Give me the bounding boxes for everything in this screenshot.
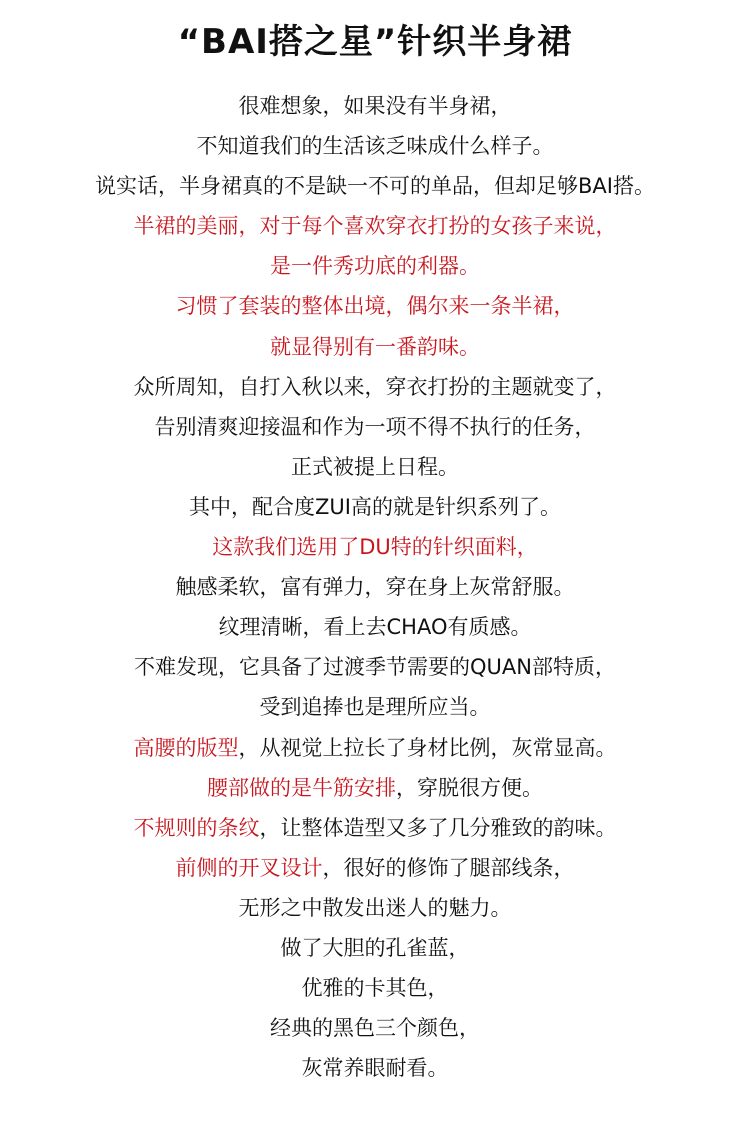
article-body [0,86,750,1088]
body-text: 不难发现，它具备了过渡季节需要的QUAN部特质， [134,655,616,680]
body-text: 受到追捧也是理所应当。 [259,695,491,720]
text-line [0,407,750,447]
text-line [0,487,750,527]
text-line [0,86,750,126]
text-line [0,687,750,727]
body-text: 其中，配合度ZUI高的就是针织系列了。 [189,494,561,519]
body-text: ，从视觉上拉长了身材比例，灰常显高。 [238,735,617,760]
highlight-text: 是一件秀功底的利器。 [270,254,480,279]
text-line [0,928,750,968]
body-text: 不知道我们的生活该乏味成什么样子。 [196,134,554,159]
text-line [0,126,750,166]
body-text: 很难想象，如果没有半身裙， [238,94,512,118]
body-text: 灰常养眼耐看。 [301,1056,449,1081]
page-title: “BAI搭之星”针织半身裙 [177,22,573,62]
text-line [0,848,750,888]
text-line [0,607,750,647]
text-line [0,647,750,687]
text-line [0,728,750,768]
text-line [0,768,750,808]
body-text: ，穿脱很方便。 [396,775,543,800]
highlight-text: 这款我们选用了DU特的针织面料， [212,535,538,560]
text-line [0,327,750,367]
body-text: ，让整体造型又多了几分雅致的韵味。 [259,815,617,840]
highlight-text: 前侧的开叉设计 [175,855,323,880]
body-text: 众所周知，自打入秋以来，穿衣打扮的主题就变了， [133,374,617,399]
text-line [0,808,750,848]
text-line [0,527,750,567]
text-line [0,447,750,487]
text-line [0,567,750,607]
text-line [0,286,750,326]
body-text: 纹理清晰，看上去CHAO有质感。 [218,615,532,640]
text-line [0,206,750,246]
body-text: 无形之中散发出迷人的魅力。 [238,895,512,920]
text-line [0,166,750,206]
highlight-text: 习惯了套装的整体出境，偶尔来一条半裙， [175,294,575,319]
text-line [0,246,750,286]
body-text: 经典的黑色三个颜色， [270,1016,480,1041]
highlight-text: 就显得别有一番韵味。 [270,334,480,359]
body-text: 告别清爽迎接温和作为一项不得不执行的任务， [154,414,596,439]
body-text: 优雅的卡其色， [301,976,449,1001]
text-line [0,367,750,407]
highlight-text: 腰部做的是牛筋安排 [207,775,396,800]
highlight-text: 高腰的版型 [133,735,239,760]
text-line [0,888,750,928]
text-line [0,1048,750,1088]
highlight-text: 半裙的美丽，对于每个喜欢穿衣打扮的女孩子来说， [133,214,617,239]
text-line [0,1008,750,1048]
body-text: 正式被提上日程。 [291,454,459,479]
body-text: 做了大胆的孔雀蓝， [280,935,470,960]
body-text: 说实话，半身裙真的不是缺一不可的单品，但却足够BAI搭。 [95,174,655,199]
body-text: 触感柔软，富有弹力，穿在身上灰常舒服。 [175,575,575,600]
body-text: ，很好的修饰了腿部线条， [322,855,575,880]
highlight-text: 不规则的条纹 [133,815,260,840]
text-line [0,968,750,1008]
